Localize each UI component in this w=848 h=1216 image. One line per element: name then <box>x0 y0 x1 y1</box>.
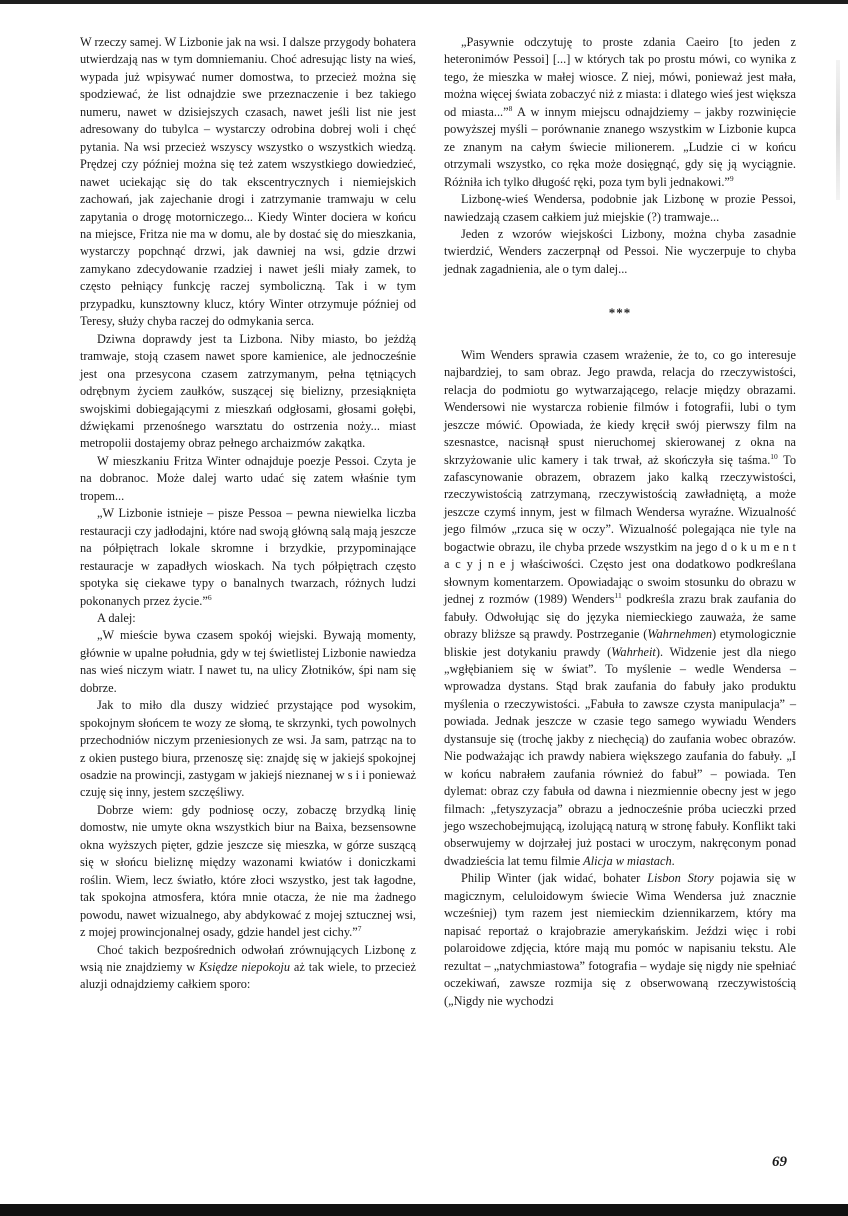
paragraph: Lizbonę-wieś Wendersa, podobnie jak Lizbonę w prozie Pessoi, nawiedzają czasem całkiem już miejskie (?) tramwaje... <box>444 192 796 224</box>
paragraph: Dziwna doprawdy jest ta Lizbona. Niby miasto, bo jeżdżą tramwaje, stoją czasem nawet spore kamienice, ale jednocześnie jest ona przesycona czasem zatrzymanym, pełna tętniących odrębnym życiem zaułków, suszącej się bielizny, przesiąknięta swojskimi dobiegającymi z mieszkań odgłosami, głosami gołębi, dźwiękami przenośnego warsztatu do ostrzenia noży... miast metropolii dostajemy obraz pełnego archaizmów zakątka. <box>80 331 416 451</box>
paragraph: Jeden z wzorów wiejskości Lizbony, można chyba zasadnie twierdzić, Wenders zaczerpnął od Pessoi. Nie wyczerpuje to chyba jednak zagadnienia, ale o tym dalej... <box>444 226 796 276</box>
paragraph <box>80 942 416 994</box>
section-separator: *** <box>608 305 632 321</box>
paragraph <box>444 347 796 871</box>
paragraph <box>444 870 796 1010</box>
footnote-ref: 6 <box>207 592 212 602</box>
spaced-word: d o k u m e n t a c y j n e j <box>444 539 796 572</box>
paragraph-text: Philip Winter (jak widać, bohater <box>461 871 648 886</box>
quote-paragraph <box>80 505 416 610</box>
quote-paragraph <box>444 34 796 191</box>
paragraph-text: To zafascynowanie obrazem, obrazem jako kalką rzeczywistości, rzeczywistością zatrzymaną, rzeczywistością zawładniętą, a może jeszcze czymś innym, jest w filmach Wendersa wyraźne. Wizualność jego filmów „rzuca się w oczy”. Wizualność polegająca nie tyle na bogactwie obrazu, ile chyba przede wszystkim na jego <box>444 452 796 554</box>
paragraph-text: Wim Wenders sprawia czasem wrażenie, że to, co go interesuje najbardziej, to sam obraz. Jego prawda, relacja do rzeczywistości, relacja do podmiotu go wytwarzającego, relacje między obrazami. Wendersowi nie wystarcza robienie filmów i fotografii, lubi o tym jeszcze mówić. Opowiada, że kiedy kręcił swój pierwszy film na szesnastce, nacisnął spust nieruchomej skierowanej z okna na skrzyżowanie ulic kamery i tak trwał, aż skończyła się taśma. <box>444 347 796 467</box>
paragraph-text: właściwości. Często jest ona dodatkowo podkreślana słownym komentarzem. Opowiadając o swoim stosunku do obrazu w jednej z rozmów (1989) Wenders <box>444 557 796 607</box>
quote-text: „Pasywnie odczytuję to proste zdania Caeiro [to jeden z heteronimów Pessoi] [...] w których tak po prostu mówi, co wynika z tego, że mieszka w małej wiosce. Z niej, mówi, ponieważ jest mała, można więcej świata zobaczyć niż z miasta: i dlatego wieś jest większa od miasta...” <box>444 35 796 119</box>
paragraph: W mieszkaniu Fritza Winter odnajduje poezje Pessoi. Czyta je na dobranoc. Może dalej warto udać się zatem właśnie tym tropem... <box>80 453 416 503</box>
book-title: Księdze niepokoju <box>199 960 291 975</box>
film-title: Lisbon Story <box>647 871 714 886</box>
quote-text: Dobrze wiem: gdy podniosę oczy, zobaczę brzydką linię domostw, nie umyte okna wszystkich biur na Baixa, bezsensowne okna wyższych pięter, gdzie jeszcze się mieszka, w górze suszącą się w słońcu bieliznę między wazonami kwiatów i doniczkami roślin. Wiem, lecz światło, które złoci wszystko, jest tak łagodne, tak spokojna atmosfera, która mnie otacza, że nie ma żadnego powodu, nawet wizualnego, aby abdykować z mojej sztucznej wsi, z mojej prowincjonalnej osady, gdzie handel jest cichy.” <box>80 802 416 940</box>
footnote-ref: 8 <box>508 103 513 113</box>
paragraph-text: podkreśla zrazu brak zaufania do fabuły. Odwołując się do języka niemieckiego zauważa, że same obrazy bliższe są prawdy. Postrzeganie ( <box>444 592 796 642</box>
left-text-column <box>80 34 416 994</box>
german-term: Wahrheit <box>611 644 656 659</box>
quote-paragraph <box>80 802 416 942</box>
quote-text: „W Lizbonie istnieje – pisze Pessoa – pewna niewielka liczba restauracji czy jadłodajni, które nad swoją główną salą mają jeszcze na półpiętrach lokale skromne i brzydkie, przypominające restauracje w zapadłych wioskach. Na tych półpiętrach często spotyka się ciekawe typy o banalnych twarzach, różnych ludzi pokonanych przez życie.” <box>80 506 416 608</box>
paragraph-text: Choć takich bezpośrednich odwołań zrównujących Lizbonę z wsią nie znajdziemy w <box>80 942 416 975</box>
page-number: 69 <box>772 1154 787 1170</box>
bottom-edge-rule <box>0 1204 848 1216</box>
paragraph-text: pojawia się w magicznym, celuloidowym świecie Wima Wendersa już znacznie wcześniej) tym razem jest niemieckim dziennikarzem, który ma napisać reportaż o krajobrazie amerykańskim. Jeździ więc i robi polaroidowe zdjęcia, które mają mu pomóc w napisaniu tekstu. Ale rezultat – „natychmiastowa” fotografia – wydaje się nigdy nie spełniać oczekiwań, zawsze rozmija się z obserwowaną rzeczywistością („Nigdy nie wychodzi <box>444 871 796 1008</box>
paragraph: W rzeczy samej. W Lizbonie jak na wsi. I dalsze przygody bohatera utwierdzają nas w tym domniemaniu. Choć adresując listy na wieś, wypada już wpisywać numer domostwa, to przecież można się spodziewać, że list odnajdzie swe przeznaczenie i bez takiego numeru, nawet w dzisiejszych czasach, nawet jeśli list nie jest adresowany do tubylca – wystarczy odrobina dobrej woli i chęć pytania. Na wsi przecież wszyscy wszystko o wszystkich wiedzą. Prędzej czy później można się też zatem wszystkiego dowiedzieć, nawet uciekając się do tak ekscentrycznych i niemiejskich zachowań, jak zajechanie drogi i zatrzymanie tramwaju w celu zapytania o drogę motorniczego... Kiedy Winter dociera w końcu na miejsce, Fritza nie ma w domu, ale by dostać się do mieszkania, wystarczy popchnąć drzwi, jak dawniej na wsi, gdzie drzwi zamykano zdecydowanie rzadziej i nawet jeśli miały zamek, to często pełniący funkcję raczej symboliczną. Tak i w tym przypadku, kunsztowny klucz, który Winter otrzymuje później od Teresy, służy chyba raczej do odmykania serca. <box>80 35 416 329</box>
quote-paragraph: „W mieście bywa czasem spokój wiejski. Bywają momenty, głównie w upalne południa, gdy w tej świetlistej Lizbonie nawiedza nas wieś niczym wiatr. I nawet tu, na ulicy Złotników, śpi nam się dobrze. <box>80 628 416 695</box>
paragraph-text: . <box>671 853 675 868</box>
top-edge-rule <box>0 0 848 4</box>
footnote-ref: 11 <box>614 591 622 601</box>
footnote-ref: 10 <box>770 451 778 461</box>
german-term: Wahrnehmen <box>647 627 713 642</box>
paragraph-text: A w innym miejscu odnajdziemy – jakby rozwinięcie powyższej myśli – porównanie znanego wszystkim w Lizbonie kupca ze znanym na całym świecie milionerem. „Ludzie ci w końcu otrzymali wszystko, co ręka może dosięgnąć, gdy się ją wyciągnie. Różniła ich tylko długość ręki, poza tym byli jednakowi.” <box>444 104 796 189</box>
paragraph-text: ). Widzenie jest dla niego „wgłębianiem się w świat”. To myślenie – wedle Wendersa – wprowadza dystans. Stąd brak zaufania do fabuły jako produktu myślenia o rzeczywistości. „Fabuła to zawsze czysta manipulacja” – powiada. Jednak jeszcze w czasie tego samego wywiadu Wenders dystansuje się (trochę jakby z niechęcią) do zaufania wobec obrazów. Nie podważając ich prawdy nabiera większego zaufania do fabuły. „I w końcu nabrałem zaufania również do fabuł” – powiada. Ten dylemat: obraz czy fabuła od dawna i niezmiennie obecny jest w jego filmach: „fetyszyzacja” obrazu a jednocześnie próba ucieczki przed jego wszechobejmującą, izolującą naturą w stronę fabuły. Konflikt taki obserwujemy w dojrzałej już postaci w uroczym, nakręconym ponad dwadzieścia lat temu filmie <box>444 644 796 868</box>
right-text-column <box>444 34 796 1010</box>
film-title: Alicja w miastach <box>583 853 672 868</box>
paragraph-text: aż tak wiele, to przecież aluzji odnajdziemy całkiem sporo: <box>80 960 416 992</box>
quote-paragraph: Jak to miło dla duszy widzieć przystające pod wysokim, spokojnym słońcem te wozy ze słomą, te skrzynki, tych powolnych przechodniów niczym przeniesionych ze wsi. Ja sam, patrząc na to z okien pustego biura, przenoszę się: znajdę się w jakiejś spokojnej osadzie na prowincji, zastygam w jakiejś nieznanej w s i i ponieważ czuję się inny, jestem szczęśliwy. <box>80 698 416 800</box>
footnote-ref: 9 <box>729 173 734 183</box>
paragraph-text: ) etymologicznie bliskie jest dotykaniu prawdy ( <box>444 627 796 659</box>
scan-edge-shadow <box>836 60 840 200</box>
paragraph: A dalej: <box>97 610 136 625</box>
footnote-ref: 7 <box>357 924 362 933</box>
